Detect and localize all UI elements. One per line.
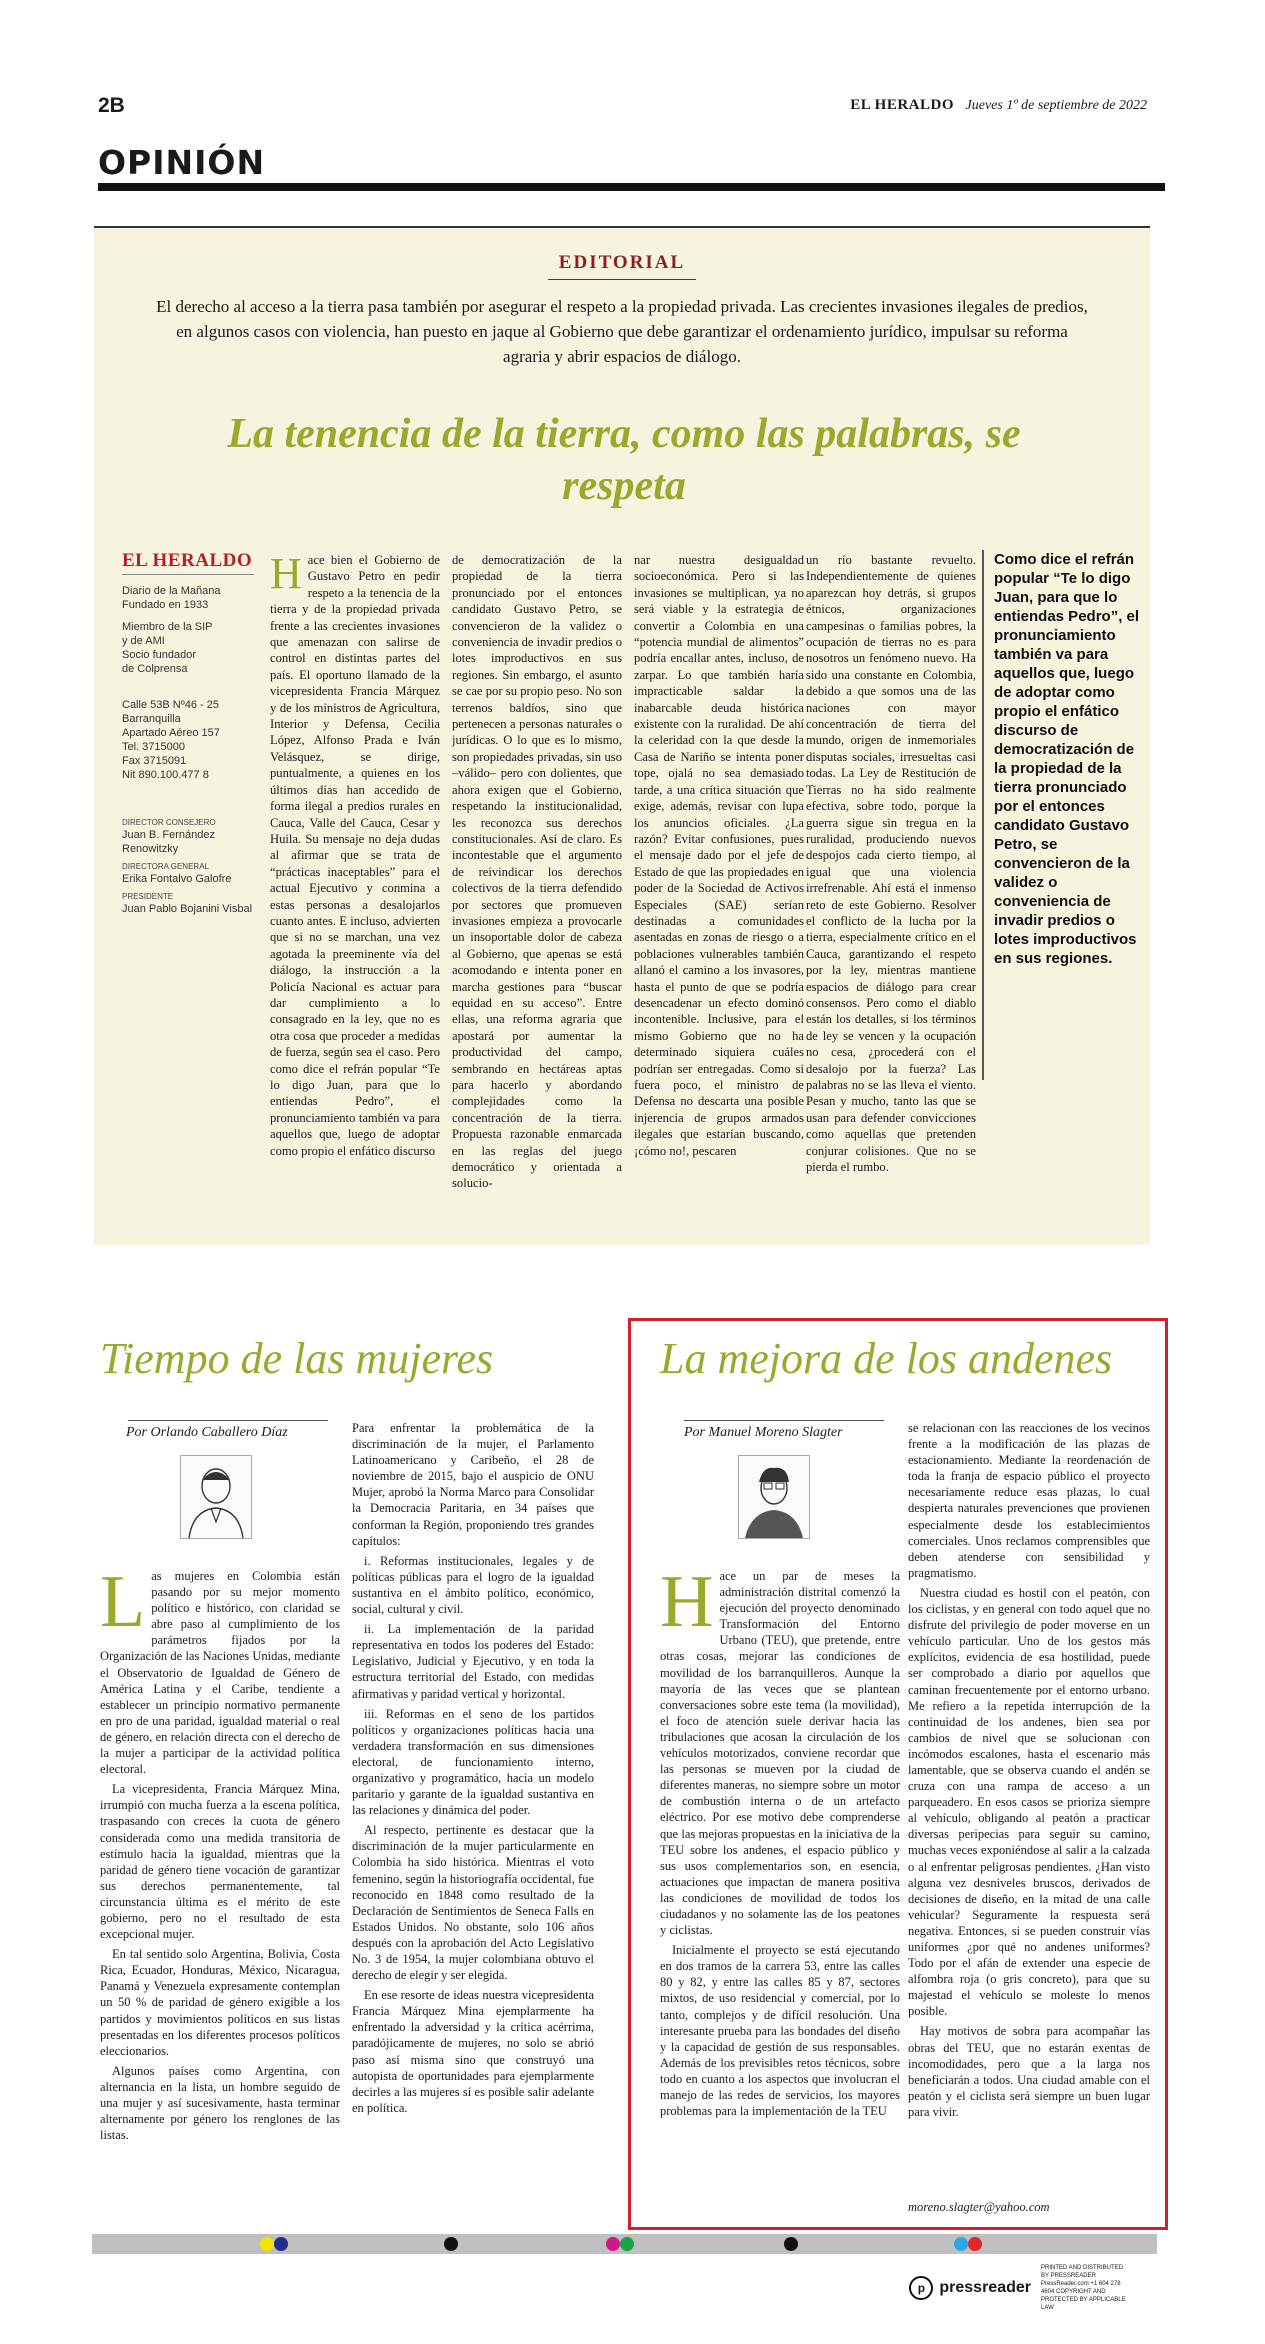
address-line: Barranquilla — [122, 713, 181, 725]
el-heraldo-logo: EL HERALDO — [122, 550, 253, 571]
column-right-col1 — [660, 1568, 900, 2218]
editorial-text: un río bastante revuelto. Independientemente de quienes aparezcan hoy detrás, si grupos étnicos, organizaciones campesinas o familias pobres, la ocupación de tierras no es para nosotros un fenómeno nuevo. Ha sido una constante en Colombia, debido a que somos una de las naciones con mayor concentración de tierra del mundo, origen de inmemoriales disputas sociales, irresueltas casi todas. La Ley de Restitución de Tierras no ha sido realmente efectiva, sobre todo, porque la guerra sigue sin tregua en la ruralidad, produciendo nuevos despojos cada cierto tiempo, al igual que una violencia irrefrenable. Ahí está el inmenso reto de este Gobierno. Resolver el conflicto de la lucha por la tierra, especialmente crítico en el Cauca, garantizando el respeto por la ley, mientras mantiene espacios de diálogo para crear consensos. Pero como el diablo están los detalles, si los términos de ley se vencen y la ocupación no cesa, ¿procederá con el desalojo por la fuerza? Las palabras no se las lleva el viento. Pesan y mucho, tanto las que se usan para defender convicciones como aquellas que pretenden conjurar colisiones. Que no se pierda el rumbo. — [806, 553, 976, 1175]
column-left-col1 — [100, 1568, 340, 2218]
section-title: OPINIÓN — [98, 143, 266, 182]
sidebar-staff — [122, 818, 262, 916]
paragraph: iii. Reformas en el seno de los partidos políticos y organizaciones políticas hacia una verdadera transformación en sus dimensiones electoral, de funcionamiento interno, organizativo y programático, hacia un modelo paritario y garante de la igualdad sustantiva en las relaciones y dinámica del poder. — [352, 1706, 594, 1818]
column-right-col2 — [908, 1420, 1150, 2200]
newspaper-name: EL HERALDO — [850, 97, 955, 113]
black-dot — [784, 2237, 798, 2251]
column-left-col2 — [352, 1420, 594, 2220]
masthead — [850, 97, 1147, 114]
director-name: Juan B. Fernández Renowitzky — [122, 829, 215, 855]
cyan-dot — [954, 2237, 968, 2251]
editorial-column-4 — [806, 552, 976, 1228]
editorial-text: nar nuestra desigualdad socioeconómica. Pero si las invasiones se multiplican, ya no será viable y la estrategia de convertir a Colombia en una “potencia mundial de alimentos” podría encallar antes, incluso, de zarpar. Lo que también haría impracticable saldar la inabarcable deuda histórica existente con la ruralidad. De ahí la celeridad con la que desde la Casa de Nariño se intenta poner tope, ojalá no sea demasiado tarde, a una crítica situación que exige, además, revisar con lupa los anuncios oficiales. ¿La razón? Evitar confusiones, pues el mensaje dado por el jefe de Estado de que las propiedades en poder de la Sociedad de Activos Especiales (SAE) serían destinadas a comunidades asentadas en zonas de riesgo o a poblaciones vulnerables también allanó el camino a los invasores, hasta el punto de que se podría desencadenar un efecto dominó incontenible. Inclusive, para el mismo Gobierno que no ha determinado siquiera cuáles podrían ser entregadas. Como si fuera poco, el ministro de Defensa no descarta una posible injerencia de grupos armados ilegales que estarían buscando, ¡cómo no!, pescaren — [634, 553, 804, 1158]
about-line: de Colprensa — [122, 663, 188, 675]
logo-rule — [122, 574, 254, 575]
kicker-rule — [548, 279, 696, 280]
editorial-headline: La tenencia de la tierra, como las palabras, se respeta — [227, 411, 1021, 509]
editorial-column-2 — [452, 552, 622, 1228]
address-line: Nit 890.100.477 8 — [122, 769, 209, 781]
address-line: Apartado Aéreo 157 — [122, 727, 220, 739]
paragraph: Al respecto, pertinente es destacar que la discriminación de la mujer particularmente en Colombia ha sido histórica. Mientras el voto femenino, según la historiografía occidental, fue reconocido en 1848 como resultado de la Declaración de Sentimientos de Seneca Falls en Estados Unidos. No obstante, solo 106 años después con la aprobación del Acto Legislativo No. 3 de 1954, la mujer colombiana obtuvo el derecho de elegir y ser elegida. — [352, 1823, 594, 1983]
president-name: Juan Pablo Bojanini Visbal — [122, 903, 253, 915]
registration-color-bar — [92, 2234, 1157, 2254]
blue-dot — [274, 2237, 288, 2251]
byline-left: Por Orlando Caballero Díaz — [126, 1425, 288, 1440]
sidebar-address — [122, 698, 262, 782]
pull-quote — [982, 550, 1142, 1080]
director-label: DIRECTOR CONSEJERO — [122, 818, 216, 827]
editorial-intro: El derecho al acceso a la tierra pasa también por asegurar el respeto a la propiedad privada. Las crecientes invasiones ilegales de predios, en algunos casos con violencia, han puesto en jaque al Gobierno que debe garantizar el ordenamiento jurídico, impulsar su reforma agraria y abrir espacios de diálogo. — [156, 297, 1088, 366]
address-line: Tel. 3715000 — [122, 741, 185, 753]
gm-name: Erika Fontalvo Galofre — [122, 873, 232, 885]
about-line: y de AMI — [122, 635, 165, 647]
green-dot — [620, 2237, 634, 2251]
red-dot — [968, 2237, 982, 2251]
pull-quote-text: Como dice el refrán popular “Te lo digo Juan, para que lo entiendas Pedro”, el pronunciamiento también va para aquellos que, luego de adoptar como propio el enfático discurso de democratización de la propiedad de la tierra pronunciado por el entonces candidato Gustavo Petro, se convencieron de la validez o conveniencia de invadir predios o lotes improductivos en sus regiones. — [994, 551, 1140, 967]
president-label: PRESIDENTE — [122, 892, 174, 901]
paragraph: as mujeres en Colombia están pasando por su mejor momento político e histórico, con claridad se abre paso al cumplimiento de los parámetros fijados por la Organización de las Naciones Unidas, mediante el Observatorio de Igualdad de Género de América Latina y el Caribe, tendiente a establecer un principio normativo permanente en pro de una paridad, igualdad material o real de género, en relación directa con el derecho de la mujer a participar de la actividad política electoral. — [100, 1569, 340, 1777]
sidebar-about — [122, 584, 262, 676]
paragraph: ii. La implementación de la paridad representativa en todos los poderes del Estado: Legislativo, Judicial y Ejecutivo, y en toda la estructura territorial del Estado, con medidas afirmativas y paridad vertical y horizontal. — [352, 1622, 594, 1701]
paragraph: Nuestra ciudad es hostil con el peatón, con los ciclistas, y en general con todo aquel que no disfrute del privilegio de poder moverse en un vehículo particular. Uno de los gestos más explícitos, evidencia de esa hostilidad, puede ser comprobado a diario por aquellos que caminan frecuentemente por el entorno urbano. Me refiero a la repetida interrupción de la continuidad de los andenes, bien sea por cambios de nivel que se solucionan con incómodos escalones, hasta el escenario más lamentable, que se observa cuando el andén se cruza con una rampa de acceso a un parqueadero. En esos casos se prioriza siempre al vehículo, obligando al peatón a practicar diversas peripecias para seguir su camino, muchas veces exponiéndose al salir a la calzada o al enfrentar peligrosas pendientes. ¿Han visto alguna vez desniveles bruscos, derivados de decisiones de diseño, en la mitad de una calle vehicular? Seguramente la respuesta será negativa. Entonces, si se pueden construir vías uniformes ¿por qué no andenes uniformes? Todo por el afán de extender una especie de alfombra roja (o gris concreto), para que su majestad el vehículo se moleste lo menos posible. — [908, 1585, 1150, 2019]
editorial-column-3 — [634, 552, 804, 1228]
paragraph: En tal sentido solo Argentina, Bolivia, Costa Rica, Ecuador, Honduras, México, Nicaragua, Panamá y Venezuela expresamente contemplan un 50 % de paridad de género exigible a los partidos y movimientos políticos en sus listas presentadas en los diferentes procesos políticos eleccionarios. — [100, 1947, 340, 2058]
paragraph: Algunos países como Argentina, con alternancia en la lista, un hombre seguido de una mujer y así sucesivamente, hasta terminar alternamente por género los renglones de las listas. — [100, 2063, 340, 2143]
about-line: Fundado en 1933 — [122, 599, 209, 611]
magenta-dot — [606, 2237, 620, 2251]
black-dot — [444, 2237, 458, 2251]
pressreader-brand — [909, 2264, 1131, 2312]
paragraph: Para enfrentar la problemática de la discriminación de la mujer, el Parlamento Latinoamericano y Caribeño, el 28 de noviembre de 2015, bajo el auspicio de ONU Mujer, aprobó la Norma Marco para Consolidar la Democracia Paritaria, en 34 países que conforman la Región, proponiendo tres grandes capítulos: — [352, 1421, 594, 1548]
editorial-kicker: EDITORIAL — [558, 252, 686, 273]
byline-right: Por Manuel Moreno Slagter — [684, 1425, 843, 1440]
about-line: Socio fundador — [122, 649, 196, 661]
address-line: Fax 3715091 — [122, 755, 187, 767]
editorial-column-1 — [270, 552, 440, 1228]
paragraph: En ese resorte de ideas nuestra vicepresidenta Francia Márquez Mina ejemplarmente ha enfrentado la adversidad y la crítica acérrima, paradójicamente de mujeres, no solo se abrió paso así misma sino que construyó una autopista de oportunidades para ejemplarmente decirles a las mujeres sí es posible salir adelante en política. — [352, 1988, 594, 2115]
pressreader-logo-icon: p — [909, 2276, 933, 2300]
about-line: Diario de la Mañana — [122, 585, 221, 597]
section-rule — [98, 183, 1165, 191]
paragraph: ace un par de meses la administración distrital comenzó la ejecución del proyecto denominado Transformación del Entorno Urbano (TEU), que pretende, entre otras cosas, mejorar las condiciones de movilidad de los barranquilleros. Aunque la mayoría de las veces que se plantean conversaciones sobre este tema (la movilidad), el foco de atención suele derivar hacia las tribulaciones que acosan la circulación de los vehículos motorizados, conviene recordar que las personas se mueven por la ciudad de diferentes maneras, no siempre sobre un motor de combustión interna o de un artefacto eléctrico. Por ese motivo debe comprenderse que las mejoras propuestas en la iniciativa de la TEU sobre los andenes, el espacio público y sus usos complementarios son, en esencia, actuaciones que impactan de manera positiva las condiciones de movilidad de todos los ciudadanos y no solamente las de los peatones y ciclistas. — [660, 1569, 900, 1938]
editorial-box — [94, 226, 1150, 1245]
paragraph: Hay motivos de sobra para acompañar las obras del TEU, que no estarán exentas de incomodidades, pero que a la larga nos beneficiarán a todos. Una ciudad amable con el peatón y el ciclista será siempre un buen lugar para vivir. — [908, 2024, 1150, 2119]
byline-rule — [128, 1420, 328, 1421]
paragraph: se relacionan con las reacciones de los vecinos frente a la modificación de las plazas de estacionamiento. Mediante la reordenación de toda la franja de espacio público el proyecto necesariamente reduce esas plazas, lo cual despierta naturales prevenciones que provienen especialmente desde los establecimientos comerciales. Unos reclamos comprensibles que deben atenderse con sensibilidad y pragmatismo. — [908, 1421, 1150, 1580]
about-line: Miembro de la SIP — [122, 621, 213, 633]
portrait-sketch — [181, 1456, 251, 1538]
page-number: 2B — [98, 94, 125, 117]
column-right-dropcap: H — [660, 1568, 714, 1643]
editorial-dropcap: H — [270, 552, 302, 598]
column-left-dropcap: L — [100, 1568, 146, 1643]
issue-date: Jueves 1º de septiembre de 2022 — [965, 98, 1147, 113]
portrait-sketch — [739, 1456, 809, 1538]
pressreader-wordmark: pressreader — [939, 2279, 1031, 2296]
column-title-left: Tiempo de las mujeres — [100, 1334, 494, 1383]
paragraph: Inicialmente el proyecto se está ejecutando en dos tramos de la carrera 53, entre las calles 80 y 82, y entre las calles 85 y 87, sectores mixtos, de uso residencial y comercial, por lo tanto, complejos y de difícil resolución. Una interesante prueba para las bondades del diseño y la capacidad de gestión de sus responsables. Además de los previsibles retos técnicos, sobre todo en cuanto a los aspectos que involucran el manejo de las redes de servicios, los mayores problemas para la implementación de la TEU — [660, 1943, 900, 2119]
author-portrait-right — [738, 1455, 810, 1539]
author-email: moreno.slagter@yahoo.com — [908, 2200, 1050, 2214]
editorial-text: de democratización de la propiedad de la tierra pronunciado por el entonces candidato Gustavo Petro, se convencieron de la validez o conveniencia de invadir predios o lotes improductivos en sus regiones. Sin embargo, el asunto se cae por su propio peso. No son terrenos baldíos, sino que pertenecen a personas naturales o jurídicas. O lo que es lo mismo, son propiedades privadas, sin uso –válido– pero con dolientes, que ahora exigen que el Gobierno, respetando la institucionalidad, les reconozca sus derechos constitucionales. Así de claro. Es incontestable que el argumento de reivindicar los derechos colectivos de la tierra defendido por sectores que promueven invasiones empieza a provocarle un insoportable dolor de cabeza al Gobierno, que apenas se está acomodando e intenta poner en marcha gestiones para “buscar equidad en su acceso”. Entre ellas, una reforma agraria que apostará por aumentar la productividad del campo, sembrando en hectáreas aptas para hacerlo y abordando complejidades como la concentración de la tierra. Propuesta razonable enmarcada en las reglas del juego democrático y orientada a solucio- — [452, 553, 622, 1191]
address-line: Calle 53B Nº46 - 25 — [122, 699, 219, 711]
column-title-right: La mejora de los andenes — [660, 1334, 1113, 1383]
paragraph: i. Reformas institucionales, legales y de políticas públicas para el logro de la igualdad sustantiva en el ámbito político, económico, social, cultural y civil. — [352, 1553, 594, 1617]
pressreader-notice: PRINTED AND DISTRIBUTED BY PRESSREADER PressReader.com +1 604 278 4604 COPYRIGHT AND PROTECTED BY APPLICABLE LAW — [1041, 2265, 1126, 2311]
editorial-text: ace bien el Gobierno de Gustavo Petro en pedir respeto a la tenencia de la tierra y de la propiedad privada frente a las crecientes invasiones que amenazan con salirse de control en distintas partes del país. El oportuno llamado de la vicepresidenta Francia Márquez y de los ministros de Agricultura, Interior y Defensa, Cecilia López, Alfonso Prada e Iván Velásquez, se dirige, puntualmente, a quienes en los últimos días han accedido de forma ilegal a predios rurales en Cauca, Valle del Cauca, Cesar y Huila. Su mensaje no deja dudas al afirmar que se trata de “prácticas inaceptables” para el actual Ejecutivo y conmina a estas personas a desalojarlos cuanto antes. E incluso, advierten que si no se marchan, una vez agotada la preeminente vía del diálogo, la instrucción a la Policía Nacional es actuar para dar cumplimiento a lo consagrado en la ley, que no es otra cosa que proceder a medidas de fuerza, según sea el caso. Pero como dice el refrán popular “Te lo digo Juan, para que lo entiendas Pedro”, el pronunciamiento también va para aquellos que, luego de adoptar como propio el enfático discurso — [270, 553, 440, 1158]
yellow-dot — [260, 2237, 274, 2251]
author-portrait-left — [180, 1455, 252, 1539]
gm-label: DIRECTORA GENERAL — [122, 862, 209, 871]
byline-rule — [684, 1420, 884, 1421]
paragraph: La vicepresidenta, Francia Márquez Mina, irrumpió con mucha fuerza a la escena política, traspasando con creces la cuota de género considerada como una medida transitoria de estímulo hacia la igualdad, mientras que la paridad de género tiene vocación de garantizar sus derechos permanentemente, tal circunstancia última es el mérito de este gobierno, pero no el resultado de esta excepcional mujer. — [100, 1782, 340, 1942]
